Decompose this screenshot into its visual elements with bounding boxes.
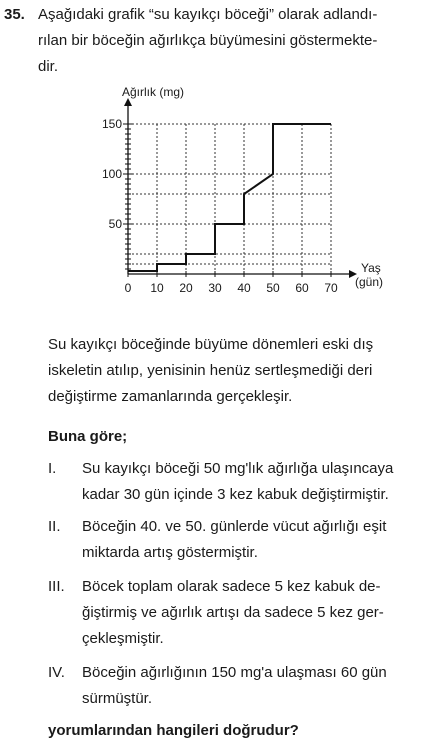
y-axis-label: Ağırlık (mg) xyxy=(122,85,185,99)
statement-numeral-1: I. xyxy=(48,460,57,477)
x-tick-label: 70 xyxy=(324,281,338,295)
statement-3-line-3: çekleşmiştir. xyxy=(82,630,164,647)
x-tick-label: 10 xyxy=(150,281,164,295)
y-tick-label: 50 xyxy=(108,217,122,231)
paragraph-line-1: Su kayıkçı böceğinde büyüme dönemleri eski dış xyxy=(48,336,374,353)
y-axis-arrow xyxy=(124,98,132,106)
x-tick-label: 30 xyxy=(208,281,222,295)
growth-series-line xyxy=(128,124,331,271)
statement-1-line-2: kadar 30 gün içinde 3 kez kabuk değiştirmiştir. xyxy=(82,486,389,503)
intro-line-2: rılan bir böceğin ağırlıkça büyümesini göstermekte- xyxy=(38,32,378,49)
y-tick-label: 150 xyxy=(101,117,122,131)
statement-2-line-1: Böceğin 40. ve 50. günlerde vücut ağırlığı eşit xyxy=(82,518,387,535)
statement-numeral-2: II. xyxy=(48,518,61,535)
statement-4-line-2: sürmüştür. xyxy=(82,690,153,707)
statement-3-line-2: ğiştirmiş ve ağırlık artışı da sadece 5 kez ger- xyxy=(82,604,384,621)
prompt-text: Buna göre; xyxy=(48,428,128,445)
intro-line-3: dir. xyxy=(38,58,59,75)
statement-4-line-1: Böceğin ağırlığının 150 mg'a ulaşması 60 gün xyxy=(82,664,387,681)
closing-question: yorumlarından hangileri doğrudur? xyxy=(48,722,299,739)
statement-numeral-4: IV. xyxy=(48,664,65,681)
statement-1-line-1: Su kayıkçı böceği 50 mg'lık ağırlığa ulaşıncaya xyxy=(82,460,394,477)
paragraph-line-3: değiştirme zamanlarında gerçekleşir. xyxy=(48,388,293,405)
x-tick-label: 40 xyxy=(237,281,251,295)
x-tick-label: 60 xyxy=(295,281,309,295)
x-tick-label: 0 xyxy=(124,281,132,295)
x-axis-label-line-2: (gün) xyxy=(355,275,384,289)
x-tick-label: 20 xyxy=(179,281,193,295)
x-tick-label: 50 xyxy=(266,281,280,295)
statement-3-line-1: Böcek toplam olarak sadece 5 kez kabuk de- xyxy=(82,578,381,595)
statement-numeral-3: III. xyxy=(48,578,65,595)
y-tick-label: 100 xyxy=(101,167,122,181)
paragraph-line-2: iskeletin atılıp, yenisinin henüz sertleşmediği deri xyxy=(48,362,373,379)
x-axis-label-line-1: Yaş xyxy=(361,261,381,275)
growth-chart xyxy=(78,84,418,302)
statement-2-line-2: miktarda artış göstermiştir. xyxy=(82,544,258,561)
intro-line-1: Aşağıdaki grafik “su kayıkçı böceği” olarak adlandı- xyxy=(38,6,378,23)
question-number: 35. xyxy=(4,6,25,23)
